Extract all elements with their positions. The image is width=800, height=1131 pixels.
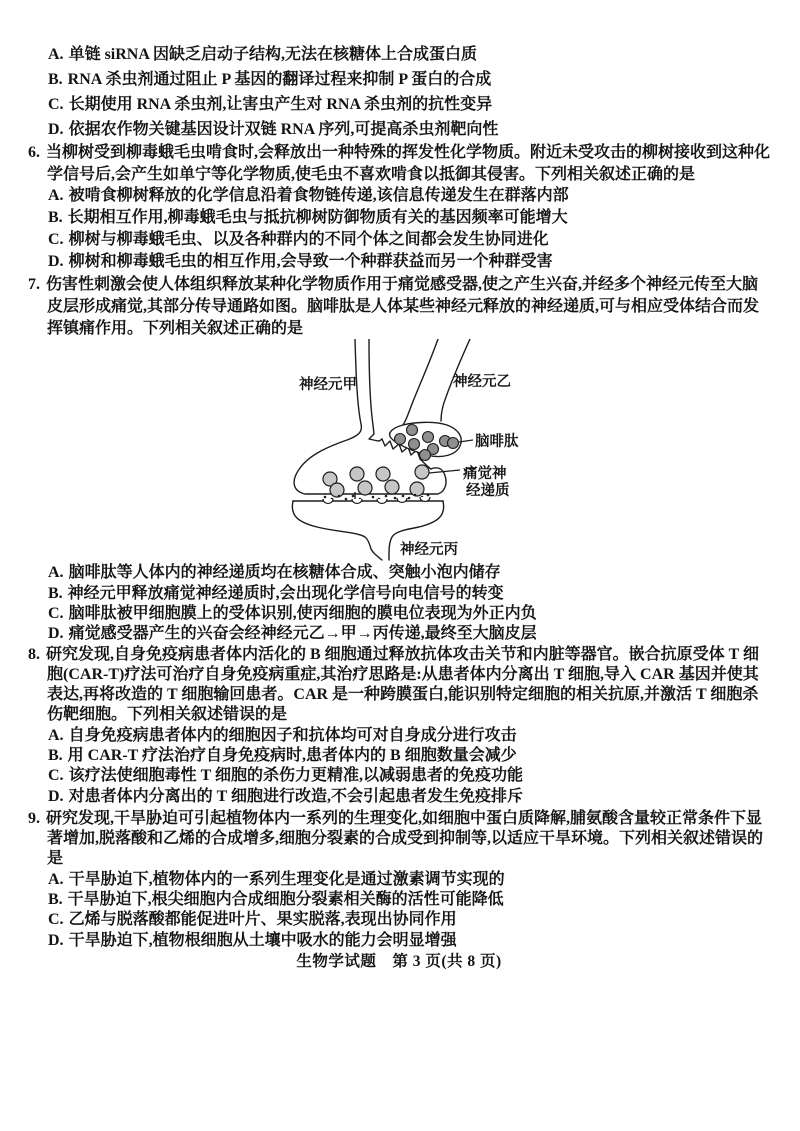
neuron-c-left (292, 501, 382, 560)
option-label: B. (48, 209, 63, 227)
option-line (48, 67, 770, 92)
option-text: 该疗法使细胞毒性 T 细胞的杀伤力更精准,以减弱患者的免疫功能 (68, 767, 523, 785)
question-text: 研究发现,干旱胁迫可引起植物体内一系列的生理变化,如细胞中蛋白质降解,脯氨酸含量较正常条件下显著增加,脱落酸和乙烯的合成增多,细胞分裂素的合成受到抑制等,以适应干旱环境。下列相关叙述错误的是 (46, 809, 764, 868)
neuron-c-label: 神经元丙 (400, 542, 458, 559)
option-line (48, 251, 770, 273)
option-line (48, 746, 770, 766)
option-line (48, 931, 770, 951)
pain-nt-label-line1: 痛觉神 (463, 466, 507, 483)
option-text: 脑啡肽被甲细胞膜上的受体识别,使丙细胞的膜电位表现为外正内负 (68, 604, 537, 622)
option-line (48, 726, 770, 746)
enkephalin-label: 脑啡肽 (475, 434, 519, 451)
option-label: B. (48, 584, 63, 602)
option-label: B. (48, 891, 63, 909)
question-number: 8. (28, 645, 40, 663)
question-number: 7. (28, 276, 40, 294)
option-text: 乙烯与脱落酸都能促进叶片、果实脱落,表现出协同作用 (68, 911, 457, 929)
option-label: D. (48, 931, 64, 949)
option-text: 柳树与柳毒蛾毛虫、以及各种群内的不同个体之间都会发生协同进化 (68, 230, 549, 248)
option-text: 干旱胁迫下,植物根细胞从土壤中吸水的能力会明显增强 (68, 931, 457, 949)
option-line (48, 563, 770, 583)
option-text: 长期使用 RNA 杀虫剂,让害虫产生对 RNA 杀虫剂的抗性变异 (68, 96, 493, 113)
question-body (28, 142, 770, 185)
page-footer: 生物学试题 第 3 页(共 8 页) (296, 952, 502, 970)
option-text: 干旱胁迫下,植物体内的一系列生理变化是通过激素调节实现的 (68, 870, 505, 888)
option-line (48, 42, 770, 67)
option-text: 痛觉感受器产生的兴奋会经神经元乙→甲→丙传递,最终至大脑皮层 (68, 625, 537, 643)
question-7 (28, 274, 770, 644)
neuron-a-label: 神经元甲 (299, 377, 357, 394)
option-text: 神经元甲释放痛觉神经递质时,会出现化学信号向电信号的转变 (67, 584, 504, 602)
option-line (48, 766, 770, 786)
question-text: 当柳树受到柳毒蛾毛虫啃食时,会释放出一种特殊的挥发性化学物质。附近未受攻击的柳树接收到这种化学信号后,会产生如单宁等化学物质,使毛虫不喜欢啃食以抵御其侵害。下列相关叙述正确的是 (46, 144, 771, 183)
option-text: 对患者体内分离出的 T 细胞进行改造,不会引起患者发生免疫排斥 (68, 787, 523, 805)
option-label: B. (48, 71, 63, 88)
option-label: B. (48, 747, 63, 764)
question-body (28, 809, 770, 870)
synapse-diagram-svg (285, 339, 535, 563)
question-7-options (28, 563, 770, 644)
option-text: 长期相互作用,柳毒蛾毛虫与抵抗柳树防御物质有关的基因频率可能增大 (67, 209, 568, 227)
option-line (48, 92, 770, 117)
question-text: 研究发现,自身免疫病患者体内活化的 B 细胞通过释放抗体攻击关节和内脏等器官。嵌合抗原受体 T 细胞(CAR-T)疗法可治疗自身免疫病重症,其治疗思路是:从患者体内分离出 T 细胞,导入 CAR 基因并使其表达,再将改造的 T 细胞输回患者。CAR 是一种跨膜蛋白,能识别特定细胞的相关抗原,并激活 T 细胞杀伤靶细胞。下列相关叙述错误的是 (46, 645, 760, 724)
question-text: 伤害性刺激会使人体组织释放某种化学物质作用于痛觉感受器,使之产生兴奋,并经多个神经元传至大脑皮层形成痛觉,其部分传导通路如图。脑啡肽是人体某些神经元释放的神经递质,可与相应受体结合而发挥镇痛作用。下列相关叙述正确的是 (46, 276, 760, 337)
option-line (48, 117, 770, 142)
option-label: C. (48, 604, 64, 622)
pain-nt-label-line2: 经递质 (466, 483, 510, 500)
option-text: 脑啡肽等人体内的神经递质均在核糖体合成、突触小泡内储存 (68, 564, 501, 582)
question-body (28, 274, 770, 339)
option-line (48, 910, 770, 930)
option-text: RNA 杀虫剂通过阻止 P 基因的翻译过程来抑制 P 蛋白的合成 (67, 71, 492, 88)
option-line (48, 870, 770, 890)
option-text: 用 CAR-T 疗法治疗自身免疫病时,患者体内的 B 细胞数量会减少 (67, 747, 517, 764)
option-label: A. (48, 46, 64, 63)
option-text: 柳树和柳毒蛾毛虫的相互作用,会导致一个种群获益而另一个种群受害 (68, 252, 553, 270)
option-label: A. (48, 870, 64, 888)
question-6 (28, 142, 770, 272)
option-label: D. (48, 252, 64, 270)
option-label: D. (48, 625, 64, 643)
option-line (48, 229, 770, 251)
option-text: 单链 siRNA 因缺乏启动子结构,无法在核糖体上合成蛋白质 (68, 46, 478, 63)
question-body (28, 645, 770, 726)
question-number: 6. (28, 144, 40, 161)
option-label: C. (48, 96, 64, 113)
option-label: D. (48, 787, 64, 805)
neuron-b-label: 神经元乙 (453, 374, 511, 391)
option-label: D. (48, 121, 64, 138)
option-line (48, 604, 770, 624)
question-9 (28, 809, 770, 951)
option-line (48, 890, 770, 910)
question-number: 9. (28, 809, 40, 827)
option-line (48, 207, 770, 229)
option-line (48, 787, 770, 807)
neuron-a-axon-right (369, 339, 382, 441)
option-label: C. (48, 230, 64, 248)
receptor-cups (323, 497, 430, 504)
option-text: 依据农作物关键基因设计双链 RNA 序列,可提高杀虫剂靶向性 (68, 121, 499, 138)
option-text: 干旱胁迫下,根尖细胞内合成细胞分裂素相关酶的活性可能降低 (67, 891, 504, 909)
pain-vesicles (323, 465, 429, 497)
option-label: A. (48, 564, 64, 582)
option-text: 自身免疫病患者体内的细胞因子和抗体均可对自身成分进行攻击 (68, 726, 517, 744)
option-line (48, 185, 770, 207)
option-label: A. (48, 187, 64, 205)
option-label: A. (48, 726, 64, 744)
neuron-b-axon-left (403, 339, 438, 425)
option-text: 被啃食柳树释放的化学信息沿着食物链传递,该信息传递发生在群落内部 (68, 187, 569, 205)
synapse-diagram (285, 339, 535, 563)
option-line (48, 584, 770, 604)
question-5-options (28, 42, 770, 142)
option-line (48, 624, 770, 644)
question-8 (28, 645, 770, 807)
option-label: C. (48, 911, 64, 929)
option-label: C. (48, 767, 64, 785)
